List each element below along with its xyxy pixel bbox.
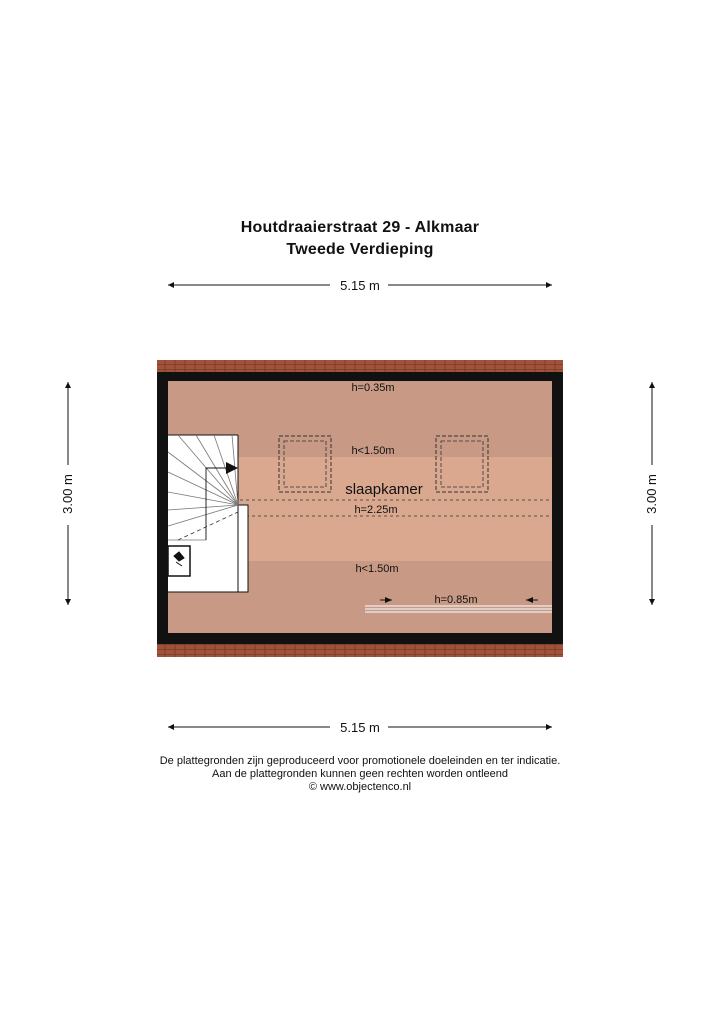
disclaimer-line-1: De plattegronden zijn geproduceerd voor promotionele doeleinden en ter indicatie. (159, 755, 561, 767)
top-dimension (168, 278, 552, 293)
height-label-center: h=2.25m (354, 504, 398, 516)
right-dimension (644, 382, 659, 605)
staircase (168, 435, 248, 592)
height-label-lower: h<1.50m (355, 563, 399, 575)
roof-tiles-top (157, 360, 563, 374)
disclaimer-line-2: Aan de plattegronden kunnen geen rechten worden ontleend (211, 768, 508, 780)
plan-address-title: Houtdraaierstraat 29 - Alkmaar (240, 219, 480, 236)
plan-floor-title: Tweede Verdieping (286, 241, 434, 258)
room-name: slaapkamer (345, 481, 423, 498)
right-height-label: 3.00 m (644, 474, 659, 514)
top-width-label: 5.15 m (340, 278, 380, 293)
height-label-upper: h<1.50m (351, 445, 395, 457)
roof-tiles-bottom (157, 642, 563, 657)
left-dimension (60, 382, 75, 605)
height-label-top: h=0.35m (351, 382, 395, 394)
height-label-knee: h=0.85m (434, 594, 478, 606)
left-height-label: 3.00 m (60, 474, 75, 514)
bottom-width-label: 5.15 m (340, 720, 380, 735)
bottom-dimension (168, 720, 552, 735)
copyright-link[interactable]: © www.objectenco.nl (308, 781, 412, 793)
